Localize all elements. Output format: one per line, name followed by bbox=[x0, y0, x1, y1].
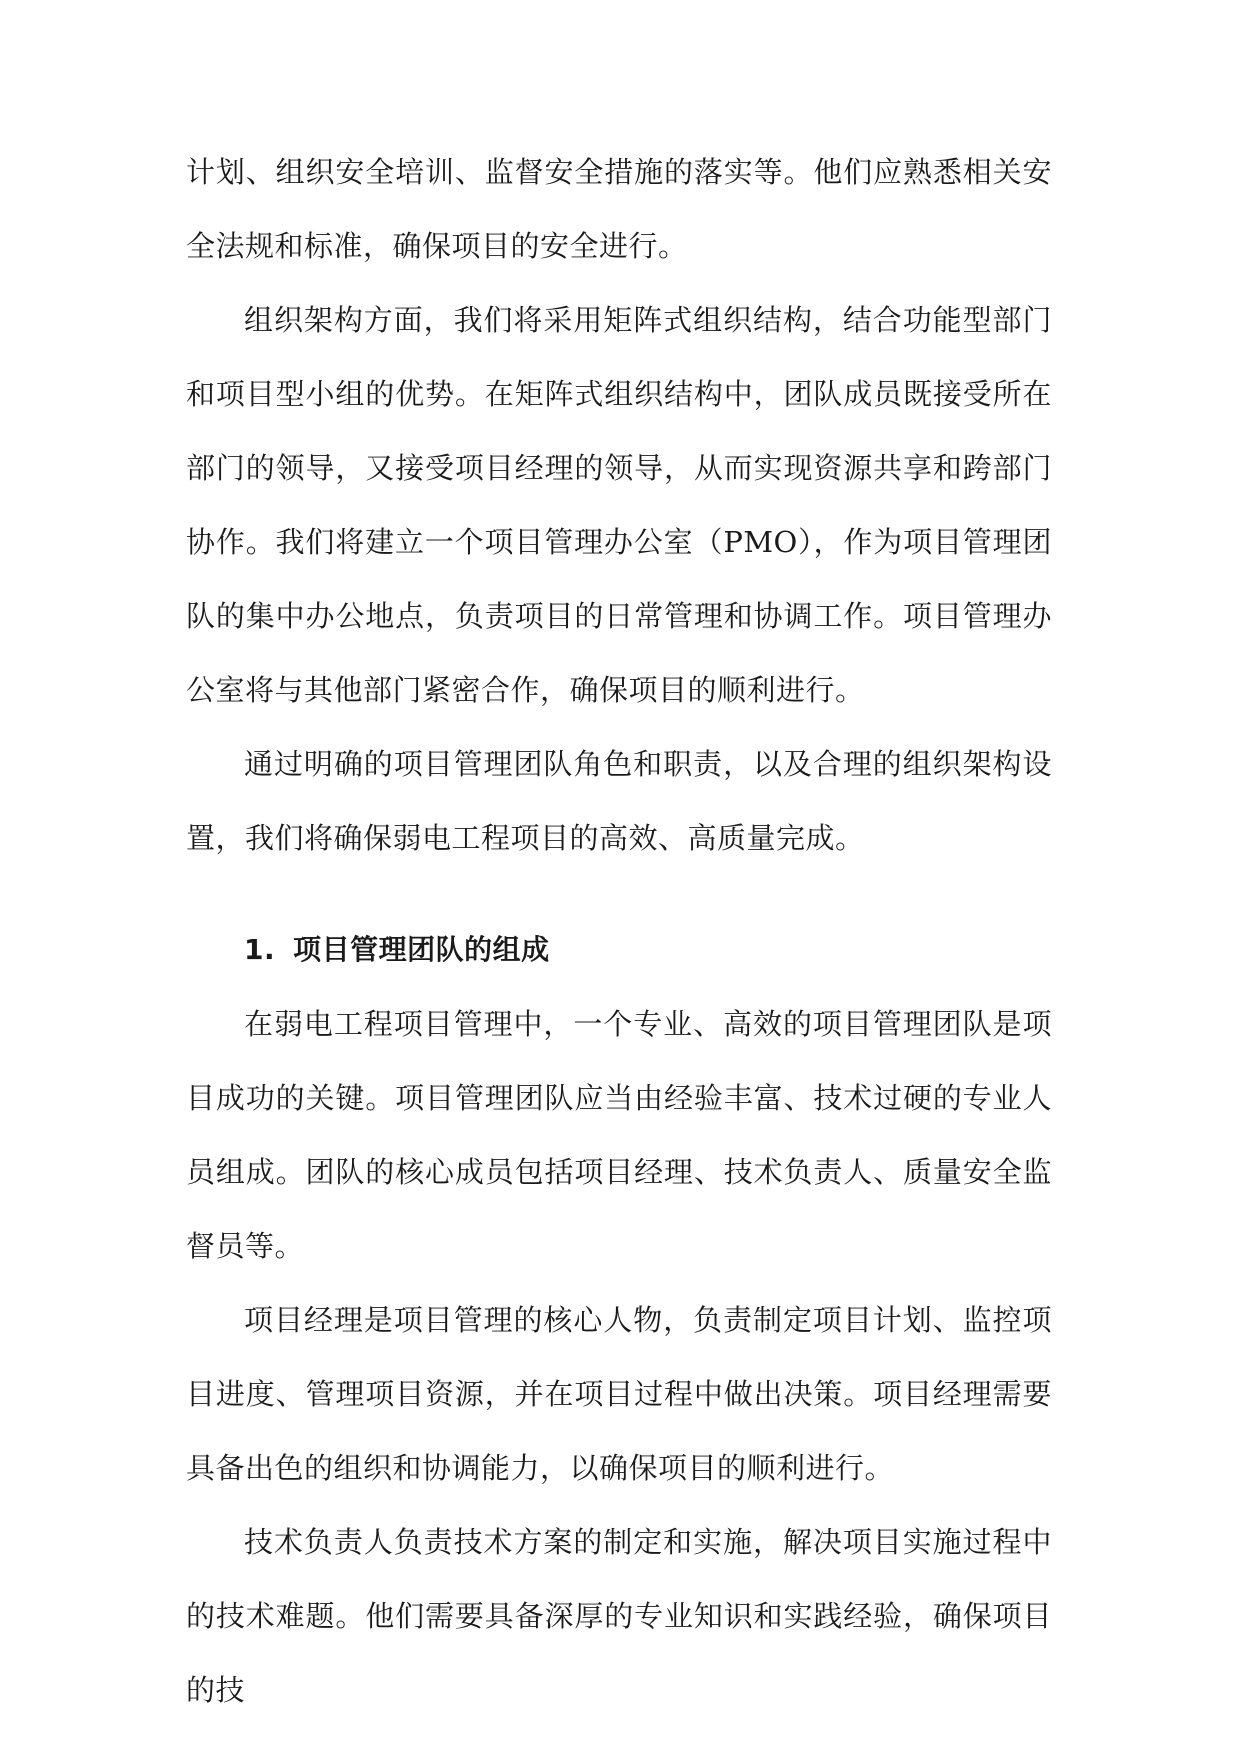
document-body bbox=[186, 135, 1052, 1727]
paragraph-technical-lead: 技术负责人负责技术方案的制定和实施，解决项目实施过程中的技术难题。他们需要具备深厚的专业知识和实践经验，确保项目的技 bbox=[186, 1525, 1052, 1707]
section-title: 项目管理团队的组成 bbox=[293, 933, 550, 966]
paragraph-team-intro: 在弱电工程项目管理中，一个专业、高效的项目管理团队是项目成功的关键。项目管理团队应当由经验丰富、技术过硬的专业人员组成。团队的核心成员包括项目经理、技术负责人、质量安全监督员等。 bbox=[186, 1007, 1052, 1263]
paragraph-project-manager: 项目经理是项目管理的核心人物，负责制定项目计划、监控项目进度、管理项目资源，并在项目过程中做出决策。项目经理需要具备出色的组织和协调能力，以确保项目的顺利进行。 bbox=[186, 1303, 1052, 1485]
section-number: 1. bbox=[244, 933, 276, 966]
paragraph-continuation: 计划、组织安全培训、监督安全措施的落实等。他们应熟悉相关安全法规和标准，确保项目的安全进行。 bbox=[186, 155, 1052, 263]
paragraph-organization-structure: 组织架构方面，我们将采用矩阵式组织结构，结合功能型部门和项目型小组的优势。在矩阵式组织结构中，团队成员既接受所在部门的领导，又接受项目经理的领导，从而实现资源共享和跨部门协作。我们将建立一个项目管理办公室（PMO），作为项目管理团队的集中办公地点，负责项目的日常管理和协调工作。项目管理办公室将与其他部门紧密合作，确保项目的顺利进行。 bbox=[186, 303, 1052, 707]
section-heading bbox=[186, 913, 1052, 987]
paragraph-summary: 通过明确的项目管理团队角色和职责，以及合理的组织架构设置，我们将确保弱电工程项目的高效、高质量完成。 bbox=[186, 747, 1052, 855]
